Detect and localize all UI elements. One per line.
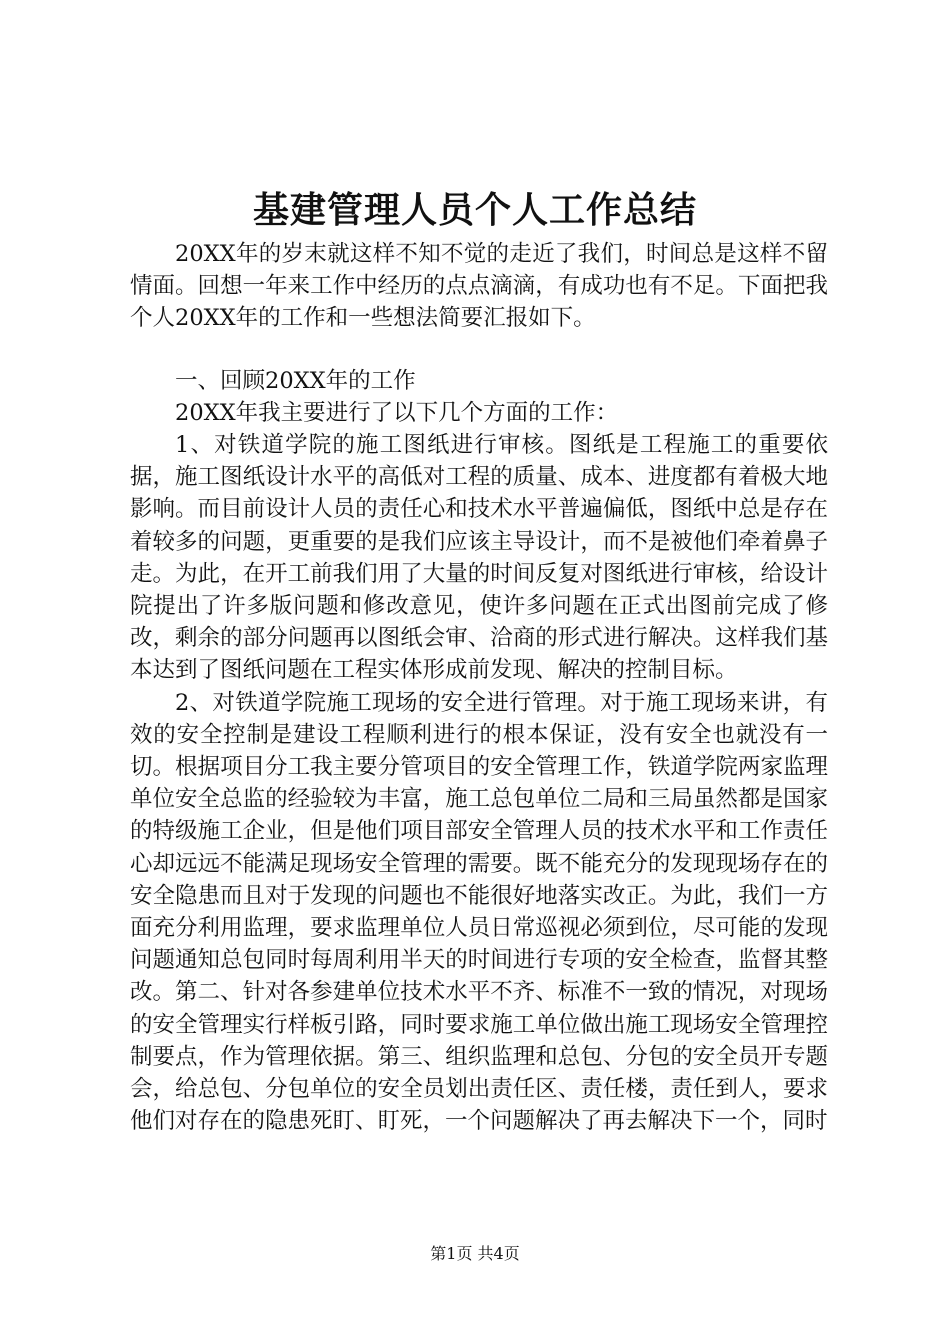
document-title: 基建管理人员个人工作总结 [252, 189, 697, 231]
drawing-review-paragraph: 1、对铁道学院的施工图纸进行审核。图纸是工程施工的重要依据，施工图纸设计水平的高低对工程的质量、成本、进度都有着极大地影响。而目前设计人员的责任心和技术水平普遍偏低，图纸中总是存在着较多的问题，更重要的是我们应该主导设计，而不是被他们牵着鼻子走。为此，在开工前我们用了大量的时间反复对图纸进行审核，给设计院提出了许多版问题和修改意见，使许多问题在正式出图前完成了修改，剩余的部分问题再以图纸会审、洽商的形式进行解决。这样我们基本达到了图纸问题在工程实体形成前发现、解决的控制目标。 [130, 432, 828, 684]
safety-management-paragraph: 2、对铁道学院施工现场的安全进行管理。对于施工现场来讲，有效的安全控制是建设工程顺利进行的根本保证，没有安全也就没有一切。根据项目分工我主要分管项目的安全管理工作，铁道学院两家监理单位安全总监的经验较为丰富，施工总包单位二局和三局虽然都是国家的特级施工企业，但是他们项目部安全管理人员的技术水平和工作责任心却远远不能满足现场安全管理的需要。既不能充分的发现现场存在的安全隐患而且对于发现的问题也不能很好地落实改正。为此，我们一方面充分利用监理，要求监理单位人员日常巡视必须到位，尽可能的发现问题通知总包同时每周利用半天的时间进行专项的安全检查，监督其整改。第二、针对各参建单位技术水平不齐、标准不一致的情况，对现场的安全管理实行样板引路，同时要求施工单位做出施工现场安全管理控制要点，作为管理依据。第三、组织监理和总包、分包的安全员开专题会，给总包、分包单位的安全员划出责任区、责任楼，责任到人，要求他们对存在的隐患死盯、盯死，一个问题解决了再去解决下一个，同时 [130, 689, 828, 1135]
document-body [130, 238, 828, 1137]
page-footer: 第1页 共4页 [430, 1244, 520, 1263]
section-heading: 一、回顾20XX年的工作 [175, 367, 416, 394]
work-summary-paragraph: 20XX年我主要进行了以下几个方面的工作： [175, 399, 619, 426]
intro-paragraph: 20XX年的岁末就这样不知不觉的走近了我们，时间总是这样不留情面。回想一年来工作中经历的点点滴滴，有成功也有不足。下面把我个人20XX年的工作和一些想法简要汇报如下。 [130, 241, 828, 332]
